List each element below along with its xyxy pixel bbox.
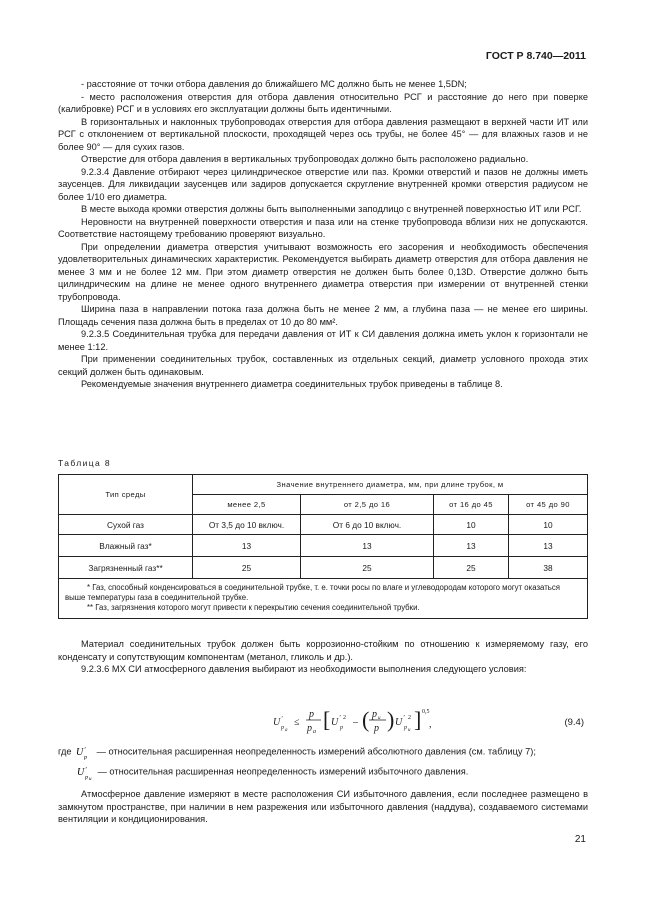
svg-text:U: U xyxy=(395,717,403,728)
table-cell: Загрязненный газ** xyxy=(59,557,193,579)
svg-text:p: p xyxy=(309,709,314,720)
svg-text:p: p xyxy=(404,725,407,731)
table-cell: 13 xyxy=(434,535,509,557)
svg-text:а: а xyxy=(313,729,316,735)
svg-text:(: ( xyxy=(362,707,370,732)
main-text xyxy=(58,78,588,391)
svg-text:0,5: 0,5 xyxy=(422,709,430,715)
svg-text:U: U xyxy=(77,767,85,778)
svg-text:p: p xyxy=(85,775,88,780)
svg-text:p: p xyxy=(374,723,379,734)
table-note: ** Газ, загрязнения которого могут привести к перекрытию сечения соединительной трубки. xyxy=(87,603,420,612)
svg-text:): ) xyxy=(387,707,395,732)
table-notes xyxy=(59,579,588,619)
table-caption: Таблица 8 xyxy=(58,458,112,468)
table-notes-row xyxy=(59,579,588,619)
paragraph: Атмосферное давление измеряют в месте расположения СИ избыточного давления, если последнее размещено в замкнутом пространстве, при наличии в нем разрежения или избыточного давления (наддува), создаваемого системами вентиляции и кондиционирования. xyxy=(58,789,588,824)
paragraph: Неровности на внутренней поверхности отверстия и паза или на стенке трубопровода вблизи них не допускаются. Соответствие настоящему требованию проверяют визуально. xyxy=(58,216,588,239)
paragraph: - расстояние от точки отбора давления до ближайшего МС должно быть не менее 1,5DN; xyxy=(81,79,467,89)
equation-number: (9.4) xyxy=(564,717,584,728)
svg-text:p: p xyxy=(372,709,377,720)
paragraph: Материал соединительных трубок должен быть коррозионно-стойким по отношению к измеряемому газу, его конденсату и сопутствующим компонентам (метанол, гликоль и др.). xyxy=(58,639,588,662)
svg-text:p: p xyxy=(84,755,88,760)
column-header-gas-type: Тип среды xyxy=(59,475,193,515)
definition-text: — относительная расширенная неопределенность измерений избыточного давления. xyxy=(97,766,469,777)
table-cell: 25 xyxy=(434,557,509,579)
definition-1 xyxy=(58,744,588,760)
column-header-length: от 45 до 90 xyxy=(509,495,588,515)
diameter-table xyxy=(58,474,588,619)
column-header-length: менее 2,5 xyxy=(193,495,301,515)
svg-text:–: – xyxy=(353,717,358,728)
table-row xyxy=(59,535,588,557)
table-row xyxy=(59,515,588,535)
svg-text:′: ′ xyxy=(281,715,283,723)
svg-text:′: ′ xyxy=(85,766,87,774)
table-cell: Влажный газ* xyxy=(59,535,193,557)
svg-text:2: 2 xyxy=(408,715,411,721)
svg-text:p: p xyxy=(281,725,284,731)
paragraph: - место расположения отверстия для отбора давления относительно РСГ и расстояние до него при поверке (калибровке) РСГ и в условиях его эксплуатации должны быть идентичными. xyxy=(58,91,588,114)
paragraph: Рекомендуемые значения внутреннего диаметра соединительных трубок приведены в таблице 8. xyxy=(81,379,503,389)
where-label: где xyxy=(58,746,72,757)
svg-text:,: , xyxy=(429,719,432,730)
table-row xyxy=(59,557,588,579)
page-number: 21 xyxy=(574,834,586,845)
svg-text:а: а xyxy=(285,728,288,733)
svg-text:и: и xyxy=(408,728,411,733)
formula-graphic xyxy=(273,705,573,739)
table-cell: 13 xyxy=(301,535,434,557)
final-text xyxy=(58,788,588,826)
svg-text:2: 2 xyxy=(343,715,346,721)
table-cell: 10 xyxy=(434,515,509,535)
column-header-length: от 16 до 45 xyxy=(434,495,509,515)
table-cell: 10 xyxy=(509,515,588,535)
symbol-u-pi xyxy=(75,764,95,780)
svg-text:U: U xyxy=(76,747,84,758)
svg-text:′: ′ xyxy=(403,714,405,722)
table-note: * Газ, способный конденсироваться в соединительной трубке, т. е. точки росы по влаге и углеводородам которого могут оказаться выше температуры газа в соединительной трубке. xyxy=(65,583,560,602)
svg-text:U: U xyxy=(273,717,281,728)
svg-text:p: p xyxy=(340,725,343,731)
paragraph: В месте выхода кромки отверстия должны быть выполненными заподлицо с внутренней поверхностью ИТ или РСГ. xyxy=(81,204,582,214)
paragraph: При определении диаметра отверстия учитывают возможность его засорения и необходимость обеспечения удовлетворительных динамических характеристик. Рекомендуется выбирать диаметр отверстия для отбора давления не менее 3 мм и не более 12 мм. При этом диаметр отверстия не должен быть более 0,13D. Отверстие должно быть цилиндрическим на длине не менее одного внутреннего диаметра отверстия при измерении от внутренней стенки трубопровода. xyxy=(58,241,588,302)
paragraph: Ширина паза в направлении потока газа должна быть не менее 2 мм, а глубина паза — не менее его ширины. Площадь сечения паза должна быть в пределах от 10 до 80 мм². xyxy=(58,304,588,327)
definition-2 xyxy=(58,764,588,780)
table-cell: От 3,5 до 10 включ. xyxy=(193,515,301,535)
column-header-length: от 2,5 до 16 xyxy=(301,495,434,515)
symbol-definitions xyxy=(58,744,588,780)
table-cell: 13 xyxy=(509,535,588,557)
table-cell: 25 xyxy=(301,557,434,579)
svg-text:≤: ≤ xyxy=(294,717,300,728)
paragraph: В горизонтальных и наклонных трубопроводах отверстия для отбора давления размещают в верхней части ИТ или РСГ с отклонением от вертикальной плоскости, проходящей через ось трубы, не более 45° — для влажных газов и не более 90° — для сухих газов. xyxy=(58,116,588,152)
definition-text: — относительная расширенная неопределенность измерений абсолютного давления (см. таблицу 7); xyxy=(96,746,536,757)
paragraph: При применении соединительных трубок, составленных из отдельных секций, диаметр условного прохода этих секций должен быть одинаковым. xyxy=(58,354,588,377)
svg-text:]: ] xyxy=(414,707,422,732)
table-cell: 38 xyxy=(509,557,588,579)
svg-text:[: [ xyxy=(323,707,331,732)
svg-text:′: ′ xyxy=(339,714,341,722)
document-header: ГОСТ Р 8.740—2011 xyxy=(485,50,586,62)
paragraph: 9.2.3.4 Давление отбирают через цилиндрическое отверстие или паз. Кромки отверстий и пазов не должны иметь заусенцев. Для ликвидации заусенцев или задиров допускается скругление внутренней кромки отверстия радиусом не более 1/10 его диаметра. xyxy=(58,166,588,202)
paragraph: 9.2.3.6 МХ СИ атмосферного давления выбирают из необходимости выполнения следующего условия: xyxy=(81,664,527,674)
svg-text:′: ′ xyxy=(84,746,86,754)
table-cell: 25 xyxy=(193,557,301,579)
table-cell: 13 xyxy=(193,535,301,557)
column-group-header: Значение внутреннего диаметра, мм, при длине трубок, м xyxy=(193,475,588,495)
lower-text xyxy=(58,638,588,676)
paragraph: Отверстие для отбора давления в вертикальных трубопроводах должно быть расположено радиально. xyxy=(81,154,529,164)
formula-9-4 xyxy=(58,705,588,739)
svg-text:и: и xyxy=(378,716,381,721)
svg-text:U: U xyxy=(331,717,339,728)
svg-text:p: p xyxy=(307,723,312,734)
svg-text:и: и xyxy=(89,777,92,780)
table-cell: От 6 до 10 включ. xyxy=(301,515,434,535)
table-cell: Сухой газ xyxy=(59,515,193,535)
symbol-u-pa xyxy=(74,744,94,760)
paragraph: 9.2.3.5 Соединительная трубка для передачи давления от ИТ к СИ давления должна иметь уклон к горизонтали не менее 1:12. xyxy=(58,329,588,352)
